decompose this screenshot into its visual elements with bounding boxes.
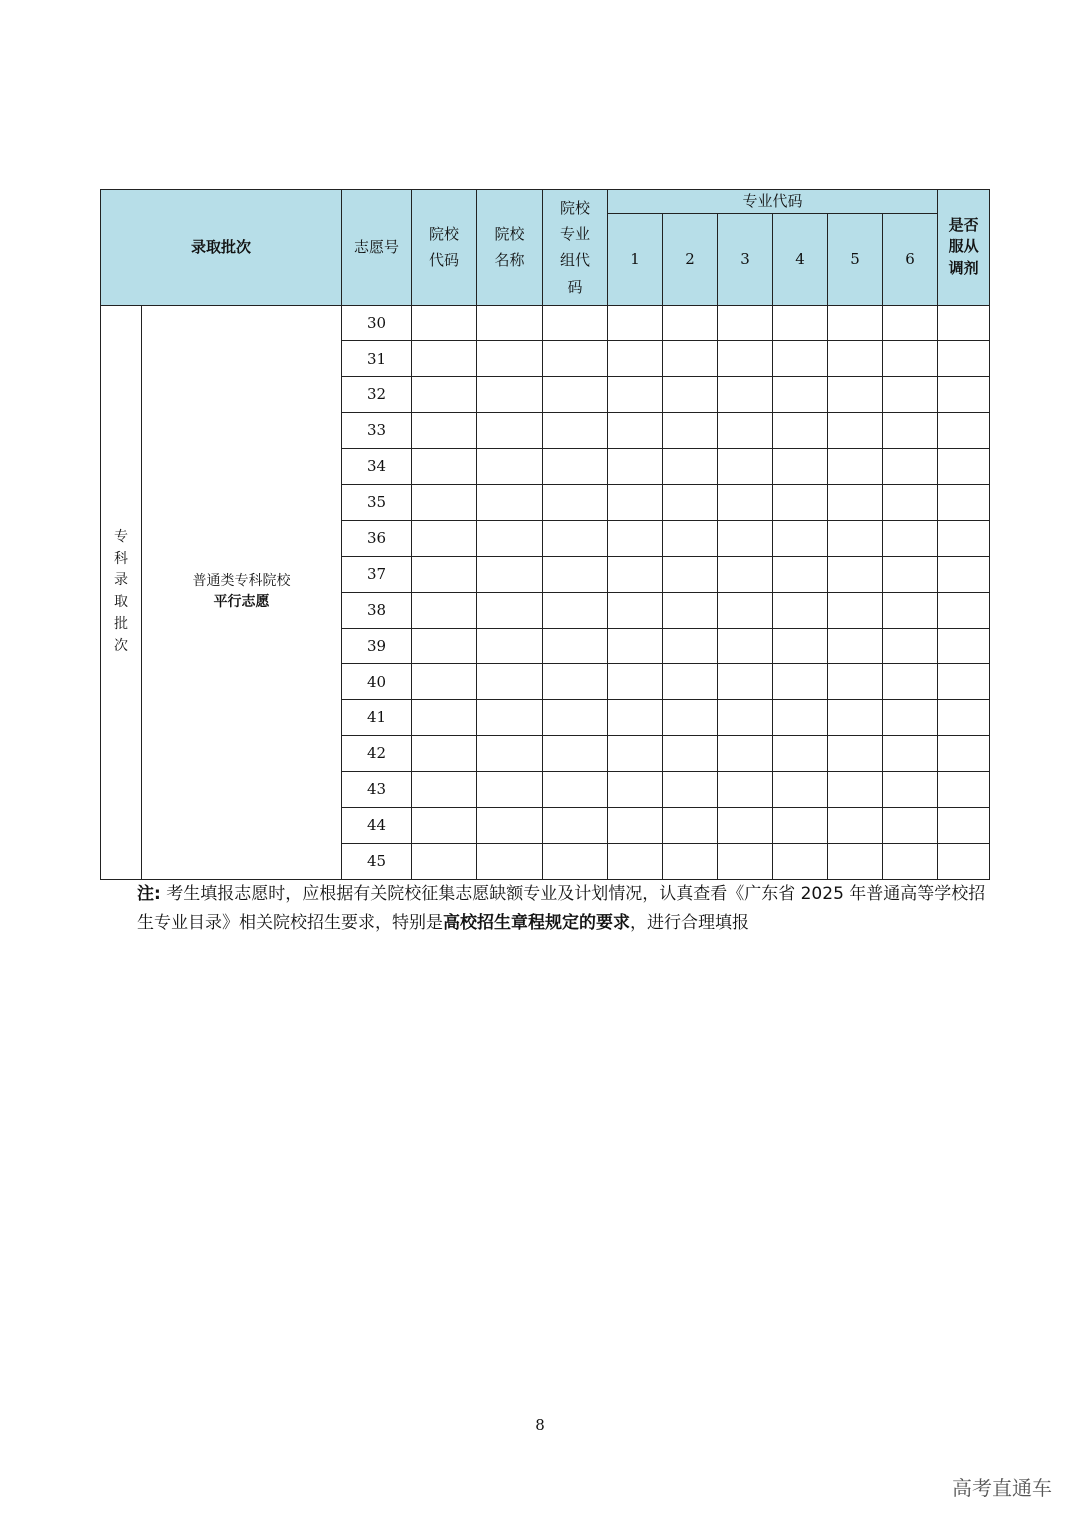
input-cell[interactable]: [938, 700, 990, 736]
volunteer-form-table: [100, 189, 990, 880]
input-cell[interactable]: [412, 736, 477, 772]
note-text-bold: 高校招生章程规定的要求: [443, 913, 630, 933]
input-cell[interactable]: [938, 592, 990, 628]
input-cell[interactable]: [938, 377, 990, 413]
input-cell[interactable]: [543, 413, 608, 449]
input-cell[interactable]: [477, 843, 543, 879]
input-cell[interactable]: [608, 843, 663, 879]
input-cell[interactable]: [883, 377, 938, 413]
input-cell[interactable]: [828, 413, 883, 449]
header-major-col: 1: [608, 213, 663, 305]
input-cell[interactable]: [477, 807, 543, 843]
input-cell[interactable]: [828, 736, 883, 772]
input-cell[interactable]: [718, 449, 773, 485]
input-cell[interactable]: [883, 628, 938, 664]
input-cell[interactable]: [828, 807, 883, 843]
input-cell[interactable]: [412, 700, 477, 736]
input-cell[interactable]: [608, 772, 663, 808]
input-cell[interactable]: [773, 700, 828, 736]
input-cell[interactable]: [663, 377, 718, 413]
input-cell[interactable]: [773, 449, 828, 485]
input-cell[interactable]: [663, 449, 718, 485]
choice-number: 31: [342, 341, 412, 377]
input-cell[interactable]: [938, 305, 990, 341]
input-cell[interactable]: [543, 341, 608, 377]
input-cell[interactable]: [477, 772, 543, 808]
input-cell[interactable]: [773, 377, 828, 413]
input-cell[interactable]: [718, 592, 773, 628]
choice-number: 36: [342, 520, 412, 556]
input-cell[interactable]: [663, 305, 718, 341]
footnote: [137, 880, 997, 938]
input-cell[interactable]: [412, 807, 477, 843]
input-cell[interactable]: [828, 520, 883, 556]
input-cell[interactable]: [883, 449, 938, 485]
input-cell[interactable]: [663, 700, 718, 736]
input-cell[interactable]: [883, 413, 938, 449]
input-cell[interactable]: [773, 628, 828, 664]
input-cell[interactable]: [828, 341, 883, 377]
input-cell[interactable]: [477, 736, 543, 772]
choice-number: 34: [342, 449, 412, 485]
input-cell[interactable]: [543, 592, 608, 628]
input-cell[interactable]: [412, 449, 477, 485]
input-cell[interactable]: [773, 592, 828, 628]
input-cell[interactable]: [608, 592, 663, 628]
input-cell[interactable]: [608, 664, 663, 700]
input-cell[interactable]: [543, 305, 608, 341]
input-cell[interactable]: [718, 664, 773, 700]
input-cell[interactable]: [773, 484, 828, 520]
input-cell[interactable]: [608, 305, 663, 341]
input-cell[interactable]: [543, 628, 608, 664]
input-cell[interactable]: [828, 377, 883, 413]
choice-number: 43: [342, 772, 412, 808]
input-cell[interactable]: [938, 628, 990, 664]
input-cell[interactable]: [938, 843, 990, 879]
input-cell[interactable]: [608, 807, 663, 843]
header-adjust: [938, 190, 990, 306]
table-row: [101, 305, 990, 341]
header-group-code: [543, 190, 608, 306]
input-cell[interactable]: [543, 843, 608, 879]
input-cell[interactable]: [828, 449, 883, 485]
header-major-col: 4: [773, 213, 828, 305]
choice-number: 35: [342, 484, 412, 520]
input-cell[interactable]: [608, 556, 663, 592]
input-cell[interactable]: [828, 664, 883, 700]
choice-number: 30: [342, 305, 412, 341]
input-cell[interactable]: [663, 413, 718, 449]
input-cell[interactable]: [938, 484, 990, 520]
page-number: 8: [535, 1416, 545, 1434]
input-cell[interactable]: [543, 556, 608, 592]
input-cell[interactable]: [883, 556, 938, 592]
input-cell[interactable]: [773, 556, 828, 592]
input-cell[interactable]: [608, 377, 663, 413]
input-cell[interactable]: [608, 484, 663, 520]
note-text-before: 考生填报志愿时，应根据有关院校征集志愿缺额专业及计划情况，认真查看《广东省 2025 年普通高等学校招生专业目录》相关院校招生要求，特别是: [137, 884, 986, 933]
choice-number: 40: [342, 664, 412, 700]
header-major-col: 5: [828, 213, 883, 305]
input-cell[interactable]: [883, 341, 938, 377]
input-cell[interactable]: [608, 449, 663, 485]
header-group-code-text: 院校 专业 组代 码: [560, 198, 591, 296]
choice-number: 39: [342, 628, 412, 664]
input-cell[interactable]: [543, 700, 608, 736]
input-cell[interactable]: [883, 484, 938, 520]
header-major-col: 2: [663, 213, 718, 305]
input-cell[interactable]: [608, 700, 663, 736]
input-cell[interactable]: [412, 664, 477, 700]
input-cell[interactable]: [663, 592, 718, 628]
input-cell[interactable]: [412, 592, 477, 628]
input-cell[interactable]: [718, 736, 773, 772]
input-cell[interactable]: [412, 628, 477, 664]
input-cell[interactable]: [543, 520, 608, 556]
input-cell[interactable]: [773, 843, 828, 879]
input-cell[interactable]: [608, 628, 663, 664]
input-cell[interactable]: [773, 664, 828, 700]
input-cell[interactable]: [477, 700, 543, 736]
input-cell[interactable]: [828, 484, 883, 520]
choice-number: 41: [342, 700, 412, 736]
input-cell[interactable]: [938, 772, 990, 808]
input-cell[interactable]: [938, 413, 990, 449]
input-cell[interactable]: [828, 843, 883, 879]
input-cell[interactable]: [883, 807, 938, 843]
input-cell[interactable]: [412, 772, 477, 808]
input-cell[interactable]: [828, 592, 883, 628]
input-cell[interactable]: [773, 305, 828, 341]
input-cell[interactable]: [718, 807, 773, 843]
input-cell[interactable]: [412, 377, 477, 413]
input-cell[interactable]: [663, 807, 718, 843]
input-cell[interactable]: [543, 807, 608, 843]
input-cell[interactable]: [718, 700, 773, 736]
input-cell[interactable]: [412, 413, 477, 449]
input-cell[interactable]: [663, 628, 718, 664]
input-cell[interactable]: [543, 484, 608, 520]
input-cell[interactable]: [938, 807, 990, 843]
choice-number: 37: [342, 556, 412, 592]
input-cell[interactable]: [773, 736, 828, 772]
input-cell[interactable]: [828, 628, 883, 664]
input-cell[interactable]: [477, 413, 543, 449]
input-cell[interactable]: [883, 772, 938, 808]
batch-label-cell: [101, 305, 142, 879]
input-cell[interactable]: [663, 664, 718, 700]
input-cell[interactable]: [412, 556, 477, 592]
input-cell[interactable]: [543, 664, 608, 700]
input-cell[interactable]: [773, 413, 828, 449]
header-major-col: 6: [883, 213, 938, 305]
batch-label: 专科录取批次: [113, 529, 128, 654]
input-cell[interactable]: [718, 843, 773, 879]
input-cell[interactable]: [412, 305, 477, 341]
input-cell[interactable]: [608, 413, 663, 449]
note-text-after: ，进行合理填报: [630, 913, 749, 933]
input-cell[interactable]: [477, 377, 543, 413]
header-adjust-text: 是否 服从 调剂: [948, 215, 979, 278]
category-cell: [142, 305, 342, 879]
choice-number: 32: [342, 377, 412, 413]
input-cell[interactable]: [828, 772, 883, 808]
input-cell[interactable]: [477, 664, 543, 700]
input-cell[interactable]: [663, 341, 718, 377]
input-cell[interactable]: [938, 664, 990, 700]
header-major-code: 专业代码: [608, 190, 938, 214]
note-prefix: 注:: [137, 884, 161, 904]
input-cell[interactable]: [718, 484, 773, 520]
input-cell[interactable]: [412, 843, 477, 879]
input-cell[interactable]: [663, 556, 718, 592]
input-cell[interactable]: [608, 520, 663, 556]
input-cell[interactable]: [663, 843, 718, 879]
input-cell[interactable]: [477, 305, 543, 341]
header-choice-no: 志愿号: [342, 190, 412, 306]
input-cell[interactable]: [718, 772, 773, 808]
input-cell[interactable]: [773, 772, 828, 808]
header-batch: 录取批次: [101, 190, 342, 306]
input-cell[interactable]: [543, 736, 608, 772]
header-school-name: [477, 190, 543, 306]
input-cell[interactable]: [938, 520, 990, 556]
choice-number: 45: [342, 843, 412, 879]
input-cell[interactable]: [477, 556, 543, 592]
input-cell[interactable]: [773, 807, 828, 843]
input-cell[interactable]: [543, 377, 608, 413]
input-cell[interactable]: [938, 341, 990, 377]
input-cell[interactable]: [718, 628, 773, 664]
input-cell[interactable]: [412, 341, 477, 377]
input-cell[interactable]: [543, 449, 608, 485]
input-cell[interactable]: [608, 736, 663, 772]
input-cell[interactable]: [883, 592, 938, 628]
input-cell[interactable]: [718, 556, 773, 592]
input-cell[interactable]: [663, 520, 718, 556]
input-cell[interactable]: [477, 592, 543, 628]
choice-number: 33: [342, 413, 412, 449]
choice-number: 42: [342, 736, 412, 772]
input-cell[interactable]: [718, 341, 773, 377]
input-cell[interactable]: [828, 700, 883, 736]
header-school-code-text: 院校 代码: [429, 225, 460, 270]
input-cell[interactable]: [663, 736, 718, 772]
input-cell[interactable]: [883, 843, 938, 879]
input-cell[interactable]: [938, 556, 990, 592]
header-major-col: 3: [718, 213, 773, 305]
note-text: [137, 884, 985, 933]
choice-number: 38: [342, 592, 412, 628]
input-cell[interactable]: [773, 341, 828, 377]
input-cell[interactable]: [412, 484, 477, 520]
category-name: 普通类专科院校: [192, 573, 291, 590]
input-cell[interactable]: [543, 772, 608, 808]
input-cell[interactable]: [828, 556, 883, 592]
choice-number: 44: [342, 807, 412, 843]
input-cell[interactable]: [883, 305, 938, 341]
input-cell[interactable]: [477, 449, 543, 485]
header-school-code: [412, 190, 477, 306]
input-cell[interactable]: [718, 413, 773, 449]
input-cell[interactable]: [608, 341, 663, 377]
input-cell[interactable]: [477, 628, 543, 664]
input-cell[interactable]: [938, 449, 990, 485]
input-cell[interactable]: [828, 305, 883, 341]
input-cell[interactable]: [718, 305, 773, 341]
input-cell[interactable]: [663, 484, 718, 520]
input-cell[interactable]: [883, 700, 938, 736]
watermark: 高考直通车: [952, 1476, 1052, 1500]
input-cell[interactable]: [477, 520, 543, 556]
input-cell[interactable]: [477, 484, 543, 520]
input-cell[interactable]: [477, 341, 543, 377]
input-cell[interactable]: [718, 520, 773, 556]
input-cell[interactable]: [883, 736, 938, 772]
category-type: 平行志愿: [213, 594, 270, 611]
header-school-name-text: 院校 名称: [494, 225, 525, 270]
input-cell[interactable]: [883, 664, 938, 700]
input-cell[interactable]: [773, 520, 828, 556]
input-cell[interactable]: [663, 772, 718, 808]
input-cell[interactable]: [412, 520, 477, 556]
input-cell[interactable]: [938, 736, 990, 772]
input-cell[interactable]: [883, 520, 938, 556]
input-cell[interactable]: [718, 377, 773, 413]
